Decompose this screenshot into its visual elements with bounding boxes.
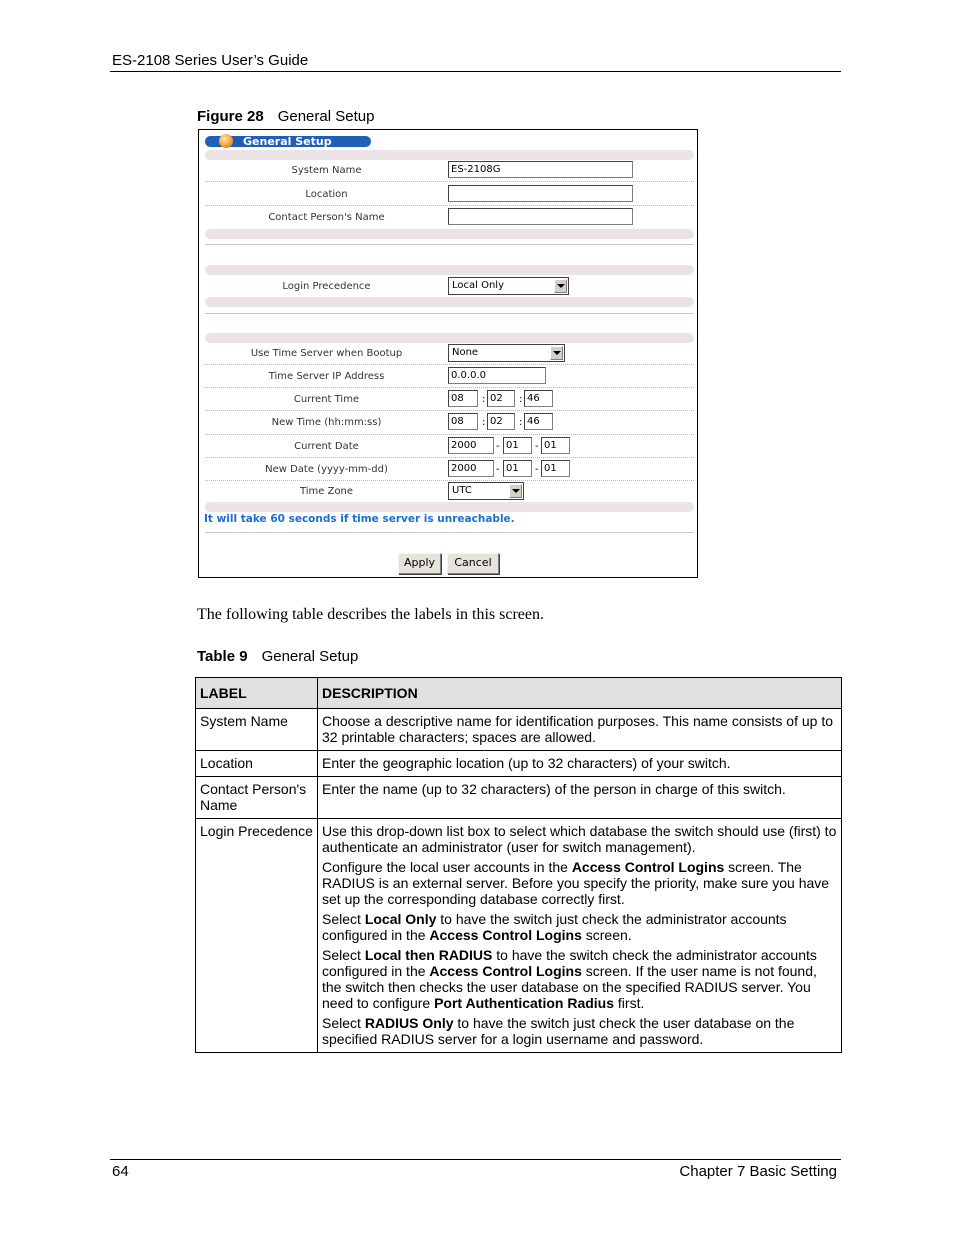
label-description-table — [195, 677, 842, 1053]
row-divider — [205, 410, 694, 411]
contact-label: Contact Person's Name — [268, 212, 385, 223]
text-run: Configure the local user accounts in the — [322, 859, 572, 875]
current-hour-input[interactable]: 08 — [448, 390, 478, 407]
intro-paragraph: The following table describes the labels in this screen. — [197, 606, 545, 623]
table-caption — [197, 648, 358, 665]
page-number: 64 — [112, 1163, 129, 1180]
section-band — [205, 297, 694, 307]
text-run: screen. If the user name is not found, the switch then checks the user database on the specified RADIUS server. You need to configure — [322, 963, 817, 1011]
location-label: Location — [305, 189, 348, 200]
row-label: Contact Person's Name — [196, 777, 318, 819]
text-run: to have the switch check the administrator accounts configured in the — [322, 947, 817, 979]
time-server-ip-label: Time Server IP Address — [268, 371, 385, 382]
description-paragraph: Use this drop-down list box to select which database the switch should use (first) to authenticate an administrator (user for switch management). — [322, 823, 837, 855]
bold-term: RADIUS Only — [364, 1015, 454, 1031]
current-day-input[interactable]: 01 — [541, 437, 570, 454]
use-time-server-value: None — [452, 347, 479, 358]
row-divider — [205, 480, 694, 481]
new-day-input[interactable]: 01 — [541, 460, 570, 477]
cancel-button[interactable]: Cancel — [447, 553, 499, 574]
row-divider — [205, 205, 694, 206]
timeout-note: It will take 60 seconds if time server is unreachable. — [204, 513, 515, 525]
text-run: Select — [322, 947, 365, 963]
text-run: to have the switch just check the user database on the specified RADIUS server for a login username and password. — [322, 1015, 795, 1047]
time-separator: : — [482, 417, 486, 428]
general-setup-screen — [198, 129, 698, 578]
bold-term: Local Only — [364, 911, 437, 927]
section-divider — [205, 244, 694, 245]
use-time-server-label: Use Time Server when Bootup — [250, 348, 403, 359]
text-run: to have the switch just check the administrator accounts configured in the — [322, 911, 787, 943]
table-title: General Setup — [261, 648, 359, 665]
chapter-title: Chapter 7 Basic Setting — [679, 1163, 837, 1180]
chevron-down-icon[interactable] — [509, 484, 522, 498]
table-label: Table 9 — [197, 648, 248, 665]
date-separator: - — [496, 464, 500, 475]
time-server-ip-input[interactable]: 0.0.0.0 — [448, 367, 546, 384]
table-header-row — [196, 678, 842, 709]
bold-term: Access Control Logins — [429, 963, 582, 979]
row-divider — [205, 457, 694, 458]
section-divider — [205, 532, 694, 533]
time-zone-value: UTC — [452, 485, 472, 496]
page-header: ES-2108 Series User’s Guide — [112, 52, 309, 69]
new-date-label: New Date (yyyy-mm-dd) — [265, 464, 388, 475]
login-precedence-select[interactable] — [448, 277, 569, 295]
new-minute-input[interactable]: 02 — [487, 413, 515, 430]
text-run: screen. — [581, 927, 632, 943]
text-run: Select — [322, 911, 365, 927]
section-band — [205, 265, 694, 275]
time-zone-select[interactable] — [448, 482, 524, 500]
current-date-label: Current Date — [294, 441, 359, 452]
current-second-input[interactable]: 46 — [524, 390, 553, 407]
date-separator: - — [496, 441, 500, 452]
table-row — [196, 777, 842, 819]
orb-icon — [219, 134, 233, 148]
row-description — [318, 819, 842, 1053]
label-column-header: LABEL — [196, 678, 318, 709]
screen-title-bar — [205, 136, 371, 147]
text-run: first. — [614, 995, 645, 1011]
description-paragraph — [322, 911, 837, 943]
bold-term: Access Control Logins — [429, 927, 582, 943]
table-row — [196, 709, 842, 751]
text-run: screen. The RADIUS is an external server. Before you specify the priority, make sure you have set up the corresponding database correctly first. — [322, 859, 830, 907]
description-paragraph — [322, 947, 837, 1011]
time-zone-label: Time Zone — [299, 486, 354, 497]
use-time-server-select[interactable] — [448, 344, 565, 362]
header-rule — [110, 71, 841, 72]
row-label: Login Precedence — [196, 819, 318, 1053]
current-time-label: Current Time — [293, 394, 360, 405]
figure-caption — [197, 108, 374, 125]
table-row — [196, 751, 842, 777]
date-separator: - — [535, 464, 539, 475]
screen-title: General Setup — [243, 135, 332, 148]
row-description: Choose a descriptive name for identification purposes. This name consists of up to 32 printable characters; spaces are allowed. — [318, 709, 842, 751]
new-second-input[interactable]: 46 — [524, 413, 553, 430]
description-paragraph — [322, 859, 837, 907]
new-month-input[interactable]: 01 — [503, 460, 532, 477]
row-divider — [205, 364, 694, 365]
row-divider — [205, 434, 694, 435]
section-band — [205, 150, 694, 160]
bold-term: Local then RADIUS — [364, 947, 493, 963]
system-name-label: System Name — [291, 165, 362, 176]
apply-button[interactable]: Apply — [398, 553, 441, 574]
new-time-label: New Time (hh:mm:ss) — [271, 417, 382, 428]
contact-input[interactable] — [448, 208, 633, 225]
date-separator: - — [535, 441, 539, 452]
figure-title: General Setup — [277, 108, 375, 125]
section-divider — [205, 313, 694, 314]
chevron-down-icon[interactable] — [550, 346, 563, 360]
time-separator: : — [519, 394, 523, 405]
bold-term: Access Control Logins — [571, 859, 725, 875]
row-description: Enter the geographic location (up to 32 characters) of your switch. — [318, 751, 842, 777]
new-year-input[interactable]: 2000 — [448, 460, 494, 477]
login-precedence-label: Login Precedence — [282, 281, 371, 292]
row-description: Enter the name (up to 32 characters) of the person in charge of this switch. — [318, 777, 842, 819]
row-divider — [205, 387, 694, 388]
login-precedence-value: Local Only — [452, 280, 505, 291]
system-name-input[interactable]: ES-2108G — [448, 161, 633, 178]
bold-term: Port Authentication Radius — [434, 995, 615, 1011]
new-hour-input[interactable]: 08 — [448, 413, 478, 430]
current-month-input[interactable]: 01 — [503, 437, 532, 454]
row-label: System Name — [196, 709, 318, 751]
current-year-input[interactable]: 2000 — [448, 437, 494, 454]
time-separator: : — [482, 394, 486, 405]
section-band — [205, 333, 694, 343]
location-input[interactable] — [448, 185, 633, 202]
text-run: Select — [322, 1015, 365, 1031]
time-separator: : — [519, 417, 523, 428]
current-minute-input[interactable]: 02 — [487, 390, 515, 407]
description-paragraph — [322, 1015, 837, 1047]
row-divider — [205, 181, 694, 182]
footer-rule — [110, 1159, 841, 1160]
table-row — [196, 819, 842, 1053]
chevron-down-icon[interactable] — [554, 279, 567, 293]
figure-label: Figure 28 — [197, 108, 264, 125]
section-band — [205, 502, 694, 512]
row-label: Location — [196, 751, 318, 777]
section-band — [205, 229, 694, 239]
description-column-header: DESCRIPTION — [318, 678, 842, 709]
